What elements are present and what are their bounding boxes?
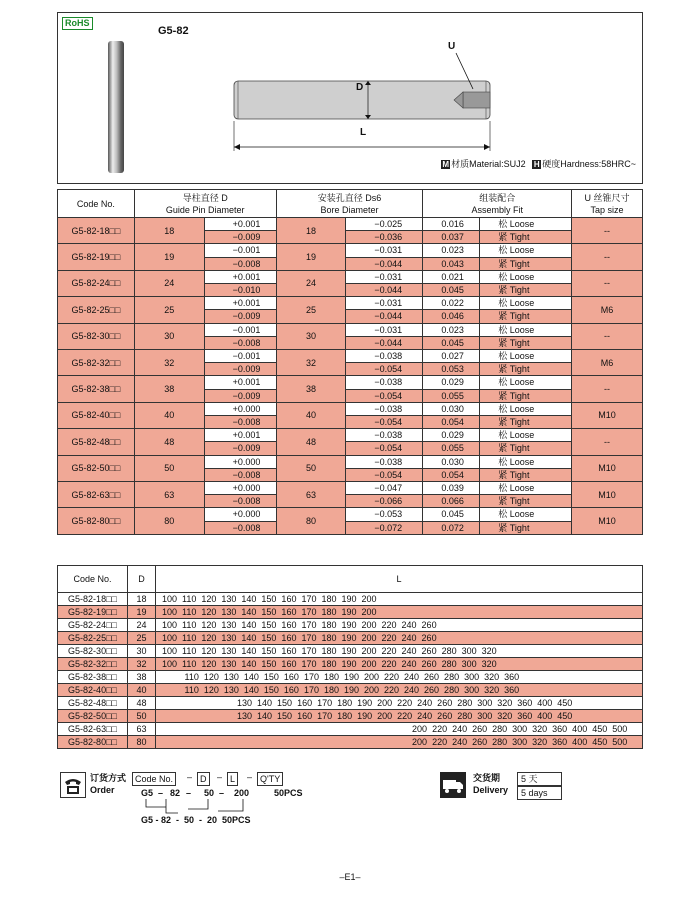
code-cell: G5-82-32□□: [58, 350, 135, 376]
order-ex1-dash2: –: [186, 788, 192, 798]
guide-diameter-cell: 25: [134, 297, 204, 323]
fit-tight-value: 0.045: [423, 336, 480, 349]
code-cell: G5-82-25□□: [58, 297, 135, 323]
fit-tight-value: 0.053: [423, 363, 480, 376]
order-section: [58, 770, 358, 830]
guide-tolerance-lower: −0.008: [204, 416, 276, 429]
phone-icon: [60, 772, 86, 798]
fit-tight-label: 紧 Tight: [480, 468, 572, 481]
guide-tolerance-lower: −0.010: [204, 284, 276, 297]
table-row: [58, 297, 643, 310]
tolerance-table: [57, 189, 643, 535]
fit-loose-label: 松 Loose: [480, 350, 572, 363]
tap-size-cell: --: [572, 429, 643, 455]
guide-tolerance-upper: −0.001: [204, 323, 276, 336]
header-l: L: [156, 566, 643, 593]
bore-diameter-cell: 24: [276, 270, 346, 296]
fit-loose-label: 松 Loose: [480, 455, 572, 468]
fit-tight-label: 紧 Tight: [480, 495, 572, 508]
length-list-cell: 110 120 130 140 150 160 170 180 190 200 220 240 260 280 300 320 360: [156, 671, 643, 684]
code-cell: G5-82-80□□: [58, 508, 135, 534]
guide-tolerance-upper: +0.001: [204, 429, 276, 442]
table-row: [58, 736, 643, 749]
code-cell: G5-82-63□□: [58, 723, 128, 736]
hardness-icon: H: [533, 160, 540, 169]
code-cell: G5-82-19□□: [58, 606, 128, 619]
bore-tolerance-lower: −0.054: [346, 363, 423, 376]
order-ex1-qty: 50PCS: [274, 788, 303, 798]
fit-tight-label: 紧 Tight: [480, 257, 572, 270]
fit-loose-value: 0.027: [423, 350, 480, 363]
bore-diameter-cell: 48: [276, 429, 346, 455]
fit-loose-label: 松 Loose: [480, 244, 572, 257]
bore-tolerance-lower: −0.036: [346, 231, 423, 244]
bore-diameter-cell: 50: [276, 455, 346, 481]
bore-tolerance-lower: −0.044: [346, 257, 423, 270]
guide-tolerance-upper: −0.001: [204, 350, 276, 363]
fit-loose-value: 0.022: [423, 297, 480, 310]
bore-diameter-cell: 19: [276, 244, 346, 270]
guide-diameter-cell: 50: [134, 455, 204, 481]
table-row: [58, 350, 643, 363]
length-list-cell: 100 110 120 130 140 150 160 170 180 190 200 220 240 260 280 300 320: [156, 645, 643, 658]
bore-diameter-cell: 18: [276, 218, 346, 244]
material-text: 材质Material:SUJ2: [451, 159, 526, 169]
bore-diameter-cell: 80: [276, 508, 346, 534]
length-list-cell: 130 140 150 160 170 180 190 200 220 240 260 280 300 320 360 400 450: [156, 710, 643, 723]
bore-tolerance-lower: −0.072: [346, 521, 423, 534]
fit-tight-label: 紧 Tight: [480, 310, 572, 323]
guide-tolerance-upper: +0.001: [204, 218, 276, 231]
d-cell: 25: [128, 632, 156, 645]
table-row: [58, 671, 643, 684]
dim-l-label: L: [360, 127, 367, 138]
code-cell: G5-82-25□□: [58, 632, 128, 645]
fit-tight-label: 紧 Tight: [480, 389, 572, 402]
bore-tolerance-upper: −0.047: [346, 482, 423, 495]
fit-tight-label: 紧 Tight: [480, 521, 572, 534]
tap-size-cell: --: [572, 270, 643, 296]
header-d: D: [128, 566, 156, 593]
bore-tolerance-lower: −0.044: [346, 284, 423, 297]
page-number: –E1–: [339, 872, 361, 882]
guide-diameter-cell: 80: [134, 508, 204, 534]
code-cell: G5-82-40□□: [58, 402, 135, 428]
fit-loose-label: 松 Loose: [480, 508, 572, 521]
bore-diameter-cell: 25: [276, 297, 346, 323]
guide-tolerance-lower: −0.009: [204, 310, 276, 323]
length-list-cell: 110 120 130 140 150 160 170 180 190 200 220 240 260 280 300 320 360: [156, 684, 643, 697]
tap-size-cell: --: [572, 323, 643, 349]
length-list-cell: 200 220 240 260 280 300 320 360 400 450 500: [156, 736, 643, 749]
tap-size-cell: M10: [572, 508, 643, 534]
d-cell: 40: [128, 684, 156, 697]
d-cell: 50: [128, 710, 156, 723]
table-row: [58, 645, 643, 658]
fit-loose-label: 松 Loose: [480, 376, 572, 389]
guide-tolerance-upper: +0.000: [204, 402, 276, 415]
bore-tolerance-lower: −0.066: [346, 495, 423, 508]
guide-diameter-cell: 24: [134, 270, 204, 296]
table-row: [58, 244, 643, 257]
fit-loose-label: 松 Loose: [480, 429, 572, 442]
fit-tight-label: 紧 Tight: [480, 442, 572, 455]
bore-tolerance-lower: −0.054: [346, 442, 423, 455]
length-list-cell: 100 110 120 130 140 150 160 170 180 190 200: [156, 606, 643, 619]
table-row: [58, 218, 643, 231]
guide-diameter-cell: 19: [134, 244, 204, 270]
bore-diameter-cell: 38: [276, 376, 346, 402]
d-cell: 80: [128, 736, 156, 749]
bore-tolerance-lower: −0.054: [346, 468, 423, 481]
table-row: [58, 619, 643, 632]
guide-tolerance-upper: +0.000: [204, 455, 276, 468]
length-list-cell: 100 110 120 130 140 150 160 170 180 190 200: [156, 593, 643, 606]
table-row: [58, 323, 643, 336]
bore-diameter-cell: 40: [276, 402, 346, 428]
bore-diameter-cell: 63: [276, 482, 346, 508]
header-bore-diameter: 安装孔直径 Ds6 Bore Diameter: [276, 190, 423, 218]
fit-tight-label: 紧 Tight: [480, 284, 572, 297]
bore-tolerance-upper: −0.031: [346, 244, 423, 257]
code-cell: G5-82-38□□: [58, 376, 135, 402]
table-row: [58, 593, 643, 606]
guide-diameter-cell: 63: [134, 482, 204, 508]
bore-tolerance-lower: −0.054: [346, 416, 423, 429]
fit-tight-label: 紧 Tight: [480, 416, 572, 429]
material-icon: M: [442, 160, 449, 169]
d-cell: 18: [128, 593, 156, 606]
rohs-badge: RoHS: [62, 17, 93, 30]
fit-loose-value: 0.029: [423, 429, 480, 442]
fit-loose-label: 松 Loose: [480, 482, 572, 495]
order-dash-3: –: [247, 772, 253, 782]
table-row: [58, 684, 643, 697]
fit-loose-label: 松 Loose: [480, 402, 572, 415]
fit-tight-label: 紧 Tight: [480, 231, 572, 244]
order-ex1-82: 82: [170, 788, 181, 798]
table-row: [58, 482, 643, 495]
pin-photo: [106, 41, 126, 173]
d-cell: 48: [128, 697, 156, 710]
code-cell: G5-82-80□□: [58, 736, 128, 749]
order-dash-2: –: [217, 772, 223, 782]
table-row: [58, 402, 643, 415]
fit-tight-value: 0.055: [423, 442, 480, 455]
fit-loose-value: 0.016: [423, 218, 480, 231]
guide-tolerance-lower: −0.008: [204, 495, 276, 508]
guide-tolerance-lower: −0.008: [204, 336, 276, 349]
order-ex1-l: 200: [234, 788, 250, 798]
order-box-d: D: [197, 772, 210, 786]
code-cell: G5-82-19□□: [58, 244, 135, 270]
table-row: [58, 508, 643, 521]
guide-diameter-cell: 32: [134, 350, 204, 376]
guide-diameter-cell: 18: [134, 218, 204, 244]
bore-tolerance-upper: −0.031: [346, 297, 423, 310]
d-cell: 63: [128, 723, 156, 736]
bore-tolerance-upper: −0.031: [346, 323, 423, 336]
order-ex2: G5 - 82 - 50 - 20 50PCS: [141, 815, 251, 825]
table-row: [58, 606, 643, 619]
code-cell: G5-82-48□□: [58, 697, 128, 710]
bore-tolerance-lower: −0.044: [346, 336, 423, 349]
guide-tolerance-lower: −0.008: [204, 257, 276, 270]
order-ex1-g5: G5: [141, 788, 154, 798]
length-list-cell: 200 220 240 260 280 300 320 360 400 450 500: [156, 723, 643, 736]
guide-tolerance-lower: −0.009: [204, 363, 276, 376]
code-cell: G5-82-18□□: [58, 593, 128, 606]
product-figure: [57, 12, 643, 184]
tap-size-cell: M6: [572, 350, 643, 376]
code-cell: G5-82-40□□: [58, 684, 128, 697]
guide-tolerance-lower: −0.008: [204, 468, 276, 481]
delivery-en: 5 days: [517, 786, 562, 800]
guide-tolerance-lower: −0.009: [204, 389, 276, 402]
code-cell: G5-82-24□□: [58, 270, 135, 296]
order-ex1-dash3: –: [219, 788, 225, 798]
length-table: [57, 565, 643, 749]
order-ex1-d: 50: [204, 788, 215, 798]
table-row: [58, 710, 643, 723]
bore-tolerance-upper: −0.038: [346, 455, 423, 468]
code-cell: G5-82-38□□: [58, 671, 128, 684]
bore-tolerance-upper: −0.031: [346, 270, 423, 283]
fit-loose-value: 0.045: [423, 508, 480, 521]
header-tap-size: U 丝锥尺寸 Tap size: [572, 190, 643, 218]
code-cell: G5-82-24□□: [58, 619, 128, 632]
code-cell: G5-82-30□□: [58, 323, 135, 349]
table-row: [58, 723, 643, 736]
fit-loose-value: 0.030: [423, 455, 480, 468]
table-row: [58, 697, 643, 710]
fit-tight-value: 0.045: [423, 284, 480, 297]
dim-d-label: D: [356, 82, 364, 93]
guide-tolerance-upper: +0.001: [204, 297, 276, 310]
header-guide-diameter: 导柱直径 D Guide Pin Diameter: [134, 190, 276, 218]
bore-tolerance-upper: −0.025: [346, 218, 423, 231]
bore-tolerance-upper: −0.038: [346, 429, 423, 442]
guide-diameter-cell: 40: [134, 402, 204, 428]
code-cell: G5-82-50□□: [58, 710, 128, 723]
fit-loose-value: 0.029: [423, 376, 480, 389]
fit-tight-value: 0.066: [423, 495, 480, 508]
guide-diameter-cell: 30: [134, 323, 204, 349]
tap-size-cell: M10: [572, 482, 643, 508]
bore-tolerance-upper: −0.053: [346, 508, 423, 521]
length-list-cell: 130 140 150 160 170 180 190 200 220 240 260 280 300 320 360 400 450: [156, 697, 643, 710]
fit-loose-value: 0.030: [423, 402, 480, 415]
bore-diameter-cell: 32: [276, 350, 346, 376]
fit-tight-label: 紧 Tight: [480, 363, 572, 376]
table-row: [58, 632, 643, 645]
pin-drawing: [228, 41, 508, 151]
length-list-cell: 100 110 120 130 140 150 160 170 180 190 200 220 240 260: [156, 619, 643, 632]
fit-tight-label: 紧 Tight: [480, 336, 572, 349]
fit-tight-value: 0.043: [423, 257, 480, 270]
table-row: [58, 658, 643, 671]
bore-tolerance-upper: −0.038: [346, 402, 423, 415]
truck-icon: [440, 772, 466, 798]
guide-tolerance-upper: −0.001: [204, 244, 276, 257]
fit-loose-value: 0.023: [423, 323, 480, 336]
table-row: [58, 270, 643, 283]
delivery-cn: 5 天: [517, 772, 562, 786]
bore-tolerance-upper: −0.038: [346, 350, 423, 363]
d-cell: 24: [128, 619, 156, 632]
delivery-label: 交货期 Delivery: [473, 773, 509, 795]
guide-tolerance-lower: −0.009: [204, 442, 276, 455]
bore-tolerance-upper: −0.038: [346, 376, 423, 389]
order-label: 订货方式 Order: [90, 773, 127, 795]
code-cell: G5-82-50□□: [58, 455, 135, 481]
tap-size-cell: M6: [572, 297, 643, 323]
tap-size-cell: M10: [572, 455, 643, 481]
guide-diameter-cell: 48: [134, 429, 204, 455]
order-box-code: Code No.: [132, 772, 176, 786]
dim-u-label: U: [448, 41, 456, 52]
code-cell: G5-82-48□□: [58, 429, 135, 455]
guide-tolerance-upper: +0.001: [204, 376, 276, 389]
table-row: [58, 376, 643, 389]
guide-tolerance-lower: −0.008: [204, 521, 276, 534]
fit-loose-label: 松 Loose: [480, 218, 572, 231]
tap-size-cell: --: [572, 218, 643, 244]
hardness-text: 硬度Hardness:58HRC~: [542, 159, 636, 169]
code-cell: G5-82-63□□: [58, 482, 135, 508]
code-cell: G5-82-32□□: [58, 658, 128, 671]
d-cell: 38: [128, 671, 156, 684]
model-title: G5-82: [158, 25, 189, 37]
fit-loose-label: 松 Loose: [480, 323, 572, 336]
order-box-l: L: [227, 772, 238, 786]
order-ex1-dash1: –: [158, 788, 164, 798]
fit-tight-value: 0.037: [423, 231, 480, 244]
order-box-qty: Q'TY: [257, 772, 283, 786]
header-code: Code No.: [58, 566, 128, 593]
fit-tight-value: 0.054: [423, 416, 480, 429]
fit-tight-value: 0.055: [423, 389, 480, 402]
fit-loose-value: 0.023: [423, 244, 480, 257]
code-cell: G5-82-30□□: [58, 645, 128, 658]
d-cell: 32: [128, 658, 156, 671]
material-note: [441, 157, 636, 170]
table-row: [58, 429, 643, 442]
tap-size-cell: --: [572, 244, 643, 270]
order-dash-1: –: [187, 772, 193, 782]
bore-tolerance-lower: −0.054: [346, 389, 423, 402]
fit-loose-label: 松 Loose: [480, 297, 572, 310]
length-list-cell: 100 110 120 130 140 150 160 170 180 190 200 220 240 260: [156, 632, 643, 645]
guide-tolerance-lower: −0.009: [204, 231, 276, 244]
fit-tight-value: 0.072: [423, 521, 480, 534]
tap-size-cell: --: [572, 376, 643, 402]
table-row: [58, 455, 643, 468]
fit-tight-value: 0.054: [423, 468, 480, 481]
header-assembly-fit: 组装配合 Assembly Fit: [423, 190, 572, 218]
code-cell: G5-82-18□□: [58, 218, 135, 244]
guide-diameter-cell: 38: [134, 376, 204, 402]
fit-loose-value: 0.039: [423, 482, 480, 495]
d-cell: 19: [128, 606, 156, 619]
tap-size-cell: M10: [572, 402, 643, 428]
length-list-cell: 100 110 120 130 140 150 160 170 180 190 200 220 240 260 280 300 320: [156, 658, 643, 671]
header-code: Code No.: [58, 190, 135, 218]
guide-tolerance-upper: +0.000: [204, 482, 276, 495]
fit-tight-value: 0.046: [423, 310, 480, 323]
bore-diameter-cell: 30: [276, 323, 346, 349]
bore-tolerance-lower: −0.044: [346, 310, 423, 323]
d-cell: 30: [128, 645, 156, 658]
fit-loose-value: 0.021: [423, 270, 480, 283]
guide-tolerance-upper: +0.000: [204, 508, 276, 521]
guide-tolerance-upper: +0.001: [204, 270, 276, 283]
fit-loose-label: 松 Loose: [480, 270, 572, 283]
